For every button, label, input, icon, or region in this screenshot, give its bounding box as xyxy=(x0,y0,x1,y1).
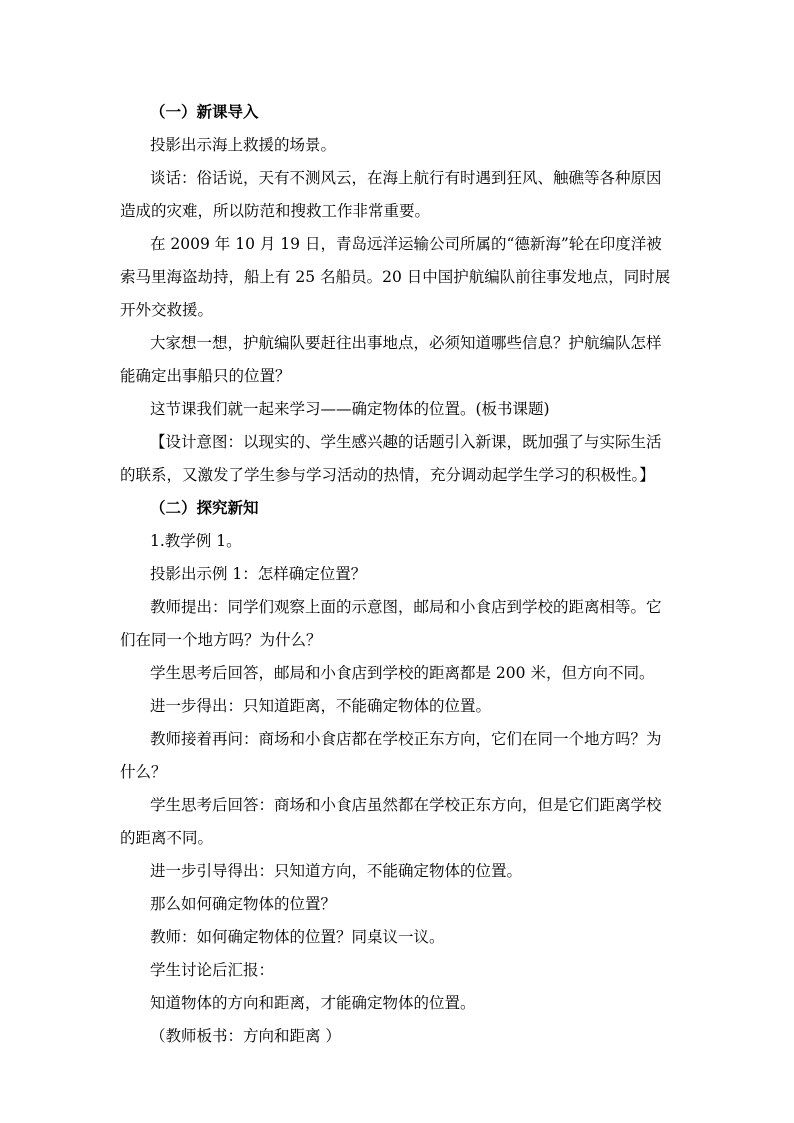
lesson-plan-body xyxy=(120,96,680,1053)
text-line: 造成的灾难，所以防范和搜救工作非常重要。 xyxy=(120,202,431,220)
text-line: 进一步引导得出：只知道方向，不能确定物体的位置。 xyxy=(150,862,523,880)
text-line: 【设计意图：以现实的、学生感兴趣的话题引入新课，既加强了与实际生活 xyxy=(150,433,662,451)
text-line: 能确定出事船只的位置？ xyxy=(120,367,291,385)
text-line: 投影出示例 1：怎样确定位置？ xyxy=(150,565,367,583)
text-line: 进一步得出：只知道距离，不能确定物体的位置。 xyxy=(150,697,492,715)
text-line: 教师接着再问：商场和小食店都在学校正东方向，它们在同一个地方吗？为 xyxy=(150,730,662,748)
text-line: 这节课我们就一起来学习——确定物体的位置。(板书课题) xyxy=(150,400,550,418)
text-line: 们在同一个地方吗？为什么？ xyxy=(120,631,322,649)
text-line: 那么如何确定物体的位置？ xyxy=(150,895,337,913)
text-line: 的联系，又激发了学生参与学习活动的热情，充分调动起学生学习的积极性。】 xyxy=(120,466,655,484)
text-line: 在 2009 年 10 月 19 日，青岛远洋运输公司所属的“德新海”轮在印度洋被 xyxy=(150,235,662,253)
text-line: 开外交救援。 xyxy=(120,301,214,319)
text-line: 大家想一想，护航编队要赶往出事地点，必须知道哪些信息？护航编队怎样 xyxy=(150,334,662,352)
text-line: （教师板书：方向和距离 ） xyxy=(150,1027,341,1045)
text-line: 索马里海盗劫持，船上有 25 名船员。20 日中国护航编队前往事发地点，同时展 xyxy=(120,268,671,286)
text-line: 学生讨论后汇报： xyxy=(150,961,275,979)
section-heading: （二）探究新知 xyxy=(150,499,259,517)
text-line: 学生思考后回答，邮局和小食店到学校的距离都是 200 米，但方向不同。 xyxy=(150,664,655,682)
text-line: 教师：如何确定物体的位置？同桌议一议。 xyxy=(150,928,445,946)
text-line: 教师提出：同学们观察上面的示意图，邮局和小食店到学校的距离相等。它 xyxy=(150,598,662,616)
section-heading: （一）新课导入 xyxy=(150,103,259,121)
text-line: 知道物体的方向和距离，才能确定物体的位置。 xyxy=(150,994,476,1012)
text-line: 1.教学例 1。 xyxy=(150,532,242,550)
text-line: 什么？ xyxy=(120,763,167,781)
text-line: 的距离不同。 xyxy=(120,829,214,847)
text-line: 学生思考后回答：商场和小食店虽然都在学校正东方向，但是它们距离学校 xyxy=(150,796,662,814)
text-line: 投影出示海上救援的场景。 xyxy=(150,136,337,154)
text-line: 谈话：俗话说，天有不测风云，在海上航行有时遇到狂风、触礁等各种原因 xyxy=(150,169,662,187)
